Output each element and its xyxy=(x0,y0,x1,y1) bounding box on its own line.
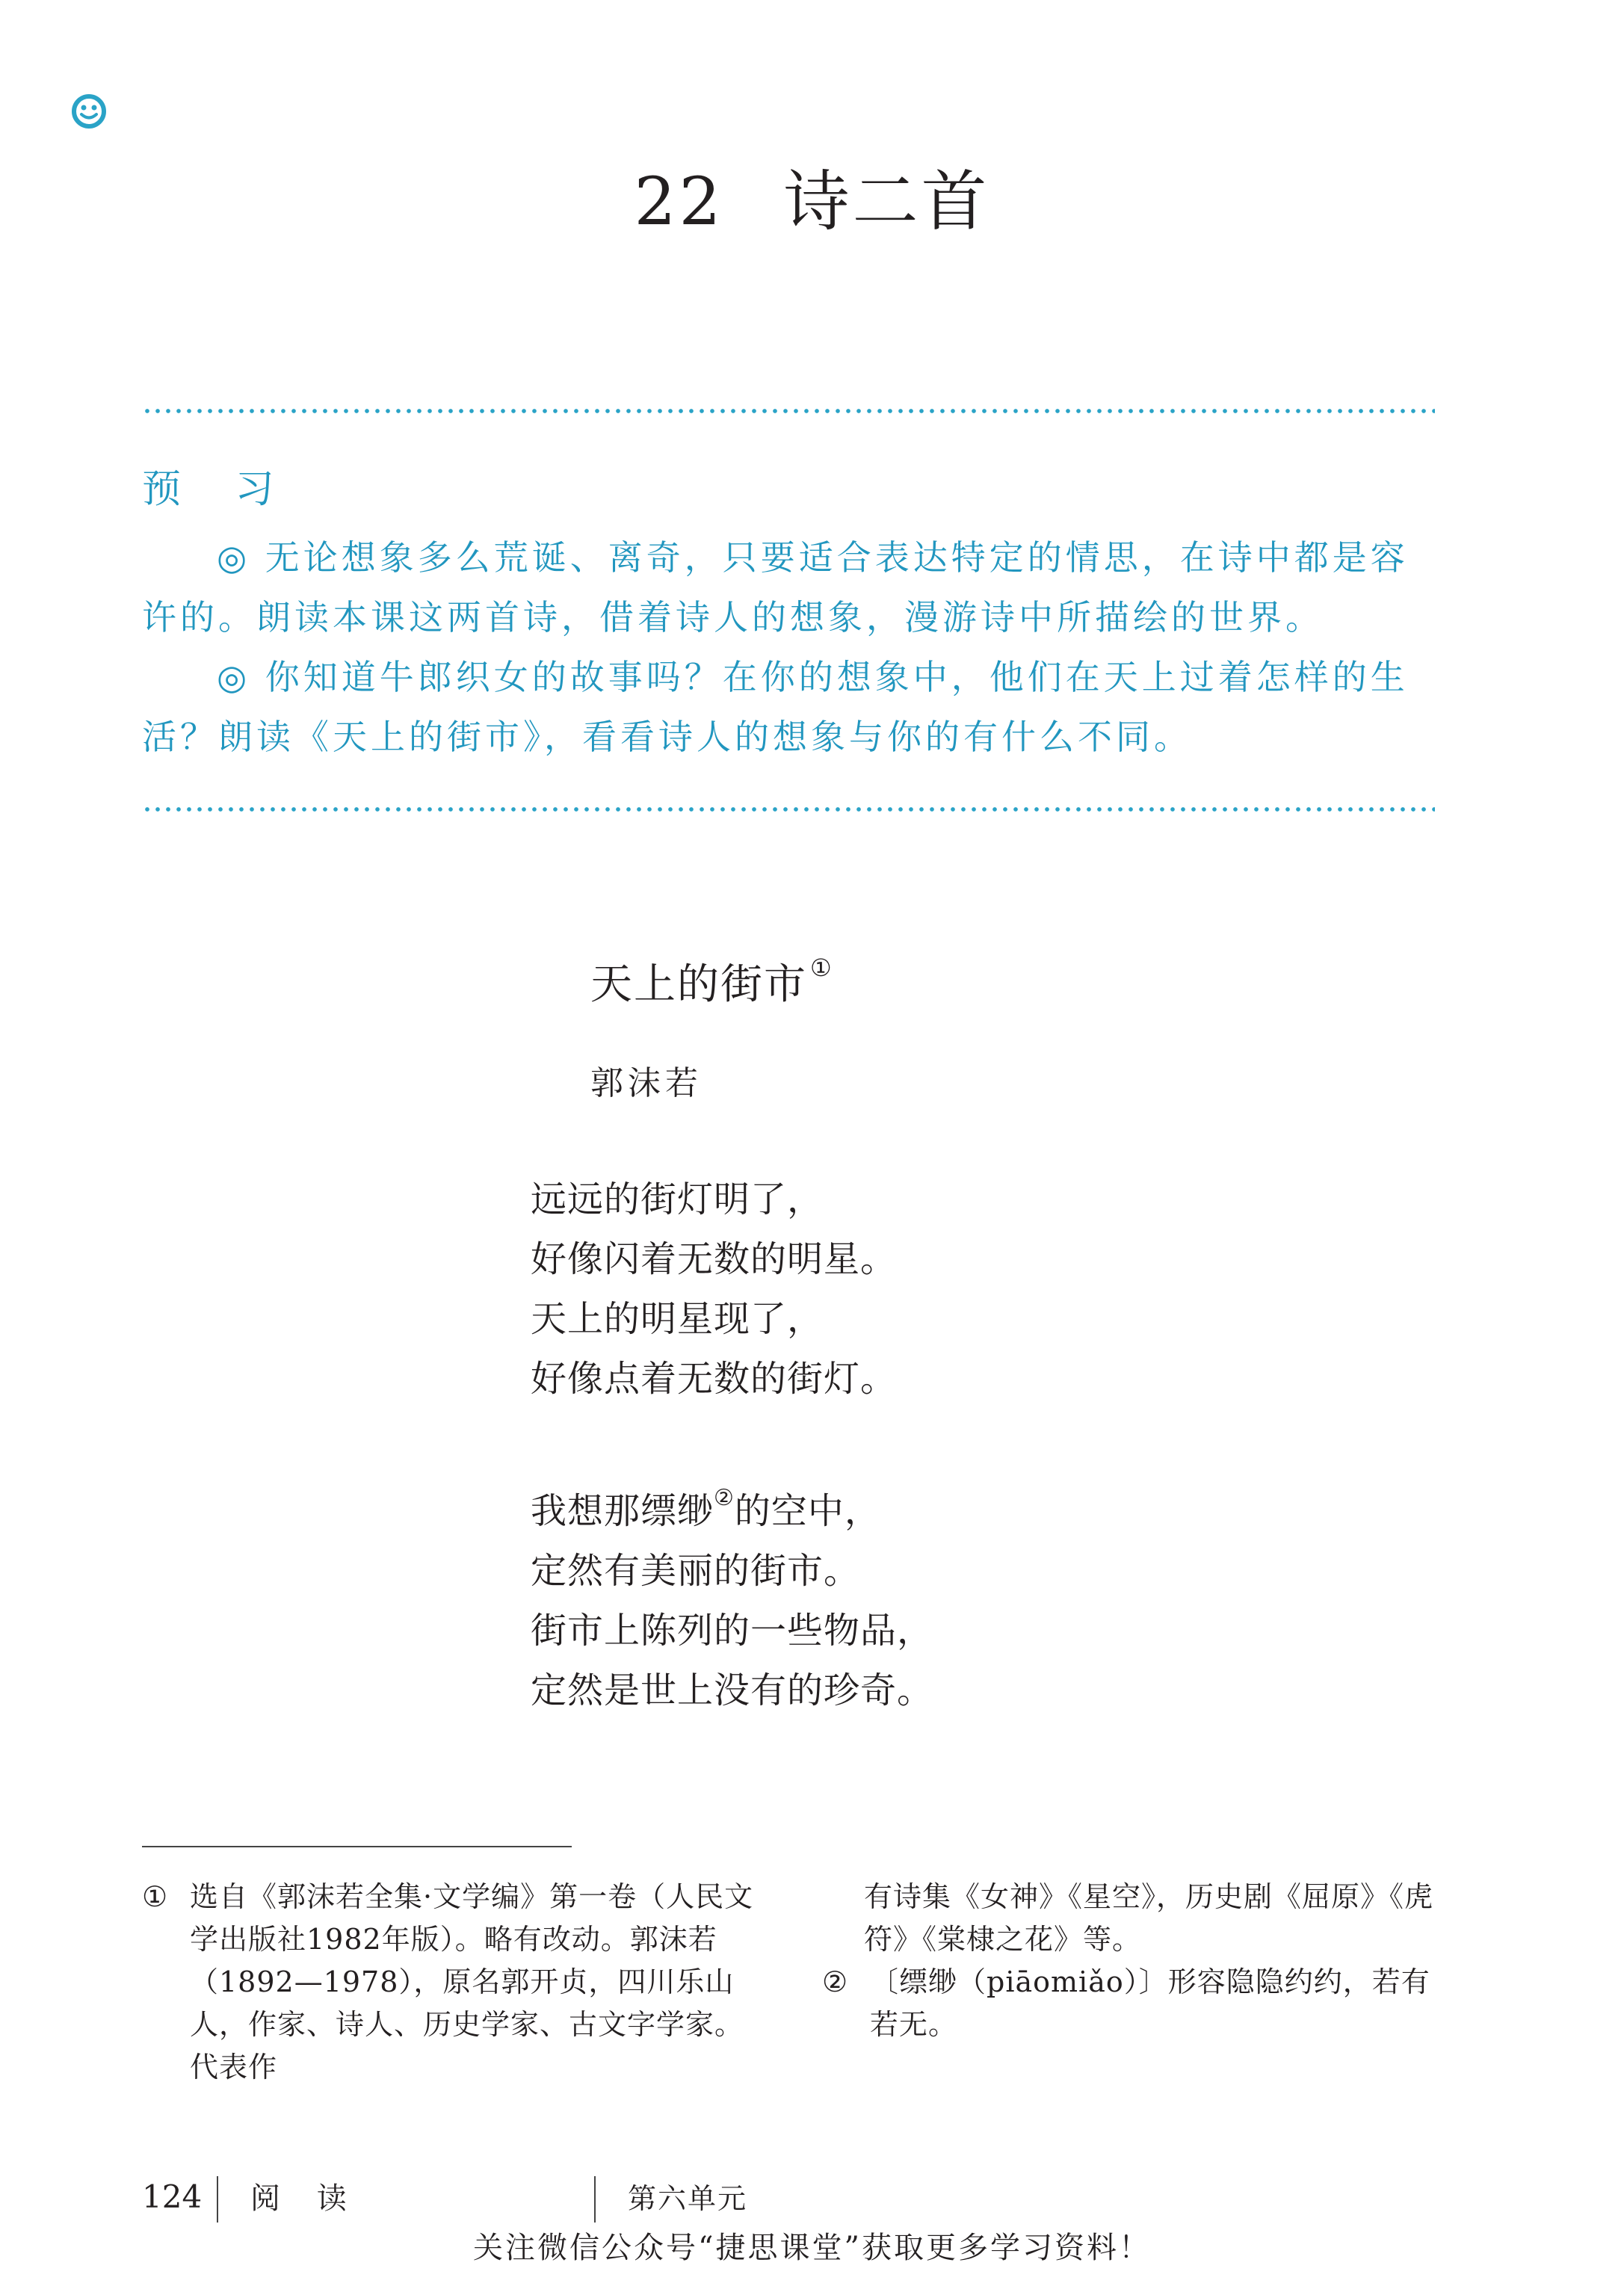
footnote-1-text: 选自《郭沫若全集·文学编》第一卷（人民文学出版社1982年版）。略有改动。郭沫若（1892—1978），原名郭开贞，四川乐山人，作家、诗人、历史学家、古文字学家。代表作 xyxy=(190,1880,754,2084)
poem-footnote-ref: ② xyxy=(714,1485,735,1511)
footnotes-left-column xyxy=(142,1876,762,2089)
preview-paragraph-2: ◎ 你知道牛郎织女的故事吗？在你的想象中，他们在天上过着怎样的生活？朗读《天上的街市》，看看诗人的想象与你的有什么不同。 xyxy=(142,657,1409,757)
footnote-1 xyxy=(142,1876,762,2089)
preview-heading: 预 习 xyxy=(142,467,295,512)
poem-line-part: 的空中， xyxy=(734,1490,881,1532)
poem-stanza-2 xyxy=(531,1468,933,1720)
footnote-1-continued: 有诗集《女神》《星空》，历史剧《屈原》《虎符》《棠棣之花》等。 xyxy=(864,1880,1434,1956)
footnote-rule xyxy=(142,1846,572,1847)
footnote-2-text: 〔缥缈（piāomiǎo）〕形容隐隐约约，若有若无。 xyxy=(870,1965,1430,2041)
smiley-face-icon xyxy=(70,93,108,130)
page-number: 124 xyxy=(142,2178,203,2215)
lesson-number: 22 xyxy=(634,163,724,240)
preview-section xyxy=(142,463,1435,767)
footnote-1-mark: ① xyxy=(142,1880,169,1913)
poem-title-text: 天上的街市 xyxy=(590,960,807,1009)
bottom-dotted-divider xyxy=(142,807,1435,812)
unit-label: 第六单元 xyxy=(628,2182,748,2215)
poem-title-footnote-ref: ① xyxy=(810,954,833,982)
poem-line: 定然是世上没有的珍奇。 xyxy=(531,1669,934,1711)
footnote-2 xyxy=(822,1961,1442,2046)
footer-divider xyxy=(594,2176,596,2223)
poem-line: 远远的街灯明了， xyxy=(531,1179,824,1220)
poem-line: 街市上陈列的一些物品， xyxy=(531,1610,934,1652)
footer-notice: 关注微信公众号“捷思课堂”获取更多学习资料！ xyxy=(473,2231,1151,2265)
footer-divider xyxy=(217,2176,218,2223)
poem-line: 好像闪着无数的明星。 xyxy=(531,1238,898,1280)
poem-author: 郭沫若 xyxy=(590,1064,703,1102)
poem-line xyxy=(531,1468,933,1541)
poem-line: 定然有美丽的街市。 xyxy=(531,1550,861,1592)
poem-stanza-1 xyxy=(531,1170,897,1409)
poem-line: 天上的明星现了， xyxy=(531,1298,824,1340)
poem-line: 好像点着无数的街灯。 xyxy=(531,1358,898,1400)
preview-paragraph-1: ◎ 无论想象多么荒诞、离奇，只要适合表达特定的情思，在诗中都是容许的。朗读本课这两首诗，借着诗人的想象，漫游诗中所描绘的世界。 xyxy=(142,537,1409,637)
lesson-name: 诗二首 xyxy=(783,163,990,240)
poem-line-part: 我想那缥缈 xyxy=(531,1490,714,1532)
footnotes-right-column xyxy=(822,1876,1442,2046)
poem-title xyxy=(590,938,833,1015)
section-label: 阅 读 xyxy=(250,2181,360,2216)
footnote-2-mark: ② xyxy=(822,1965,849,1998)
lesson-title xyxy=(0,157,1624,247)
top-dotted-divider xyxy=(142,409,1435,413)
